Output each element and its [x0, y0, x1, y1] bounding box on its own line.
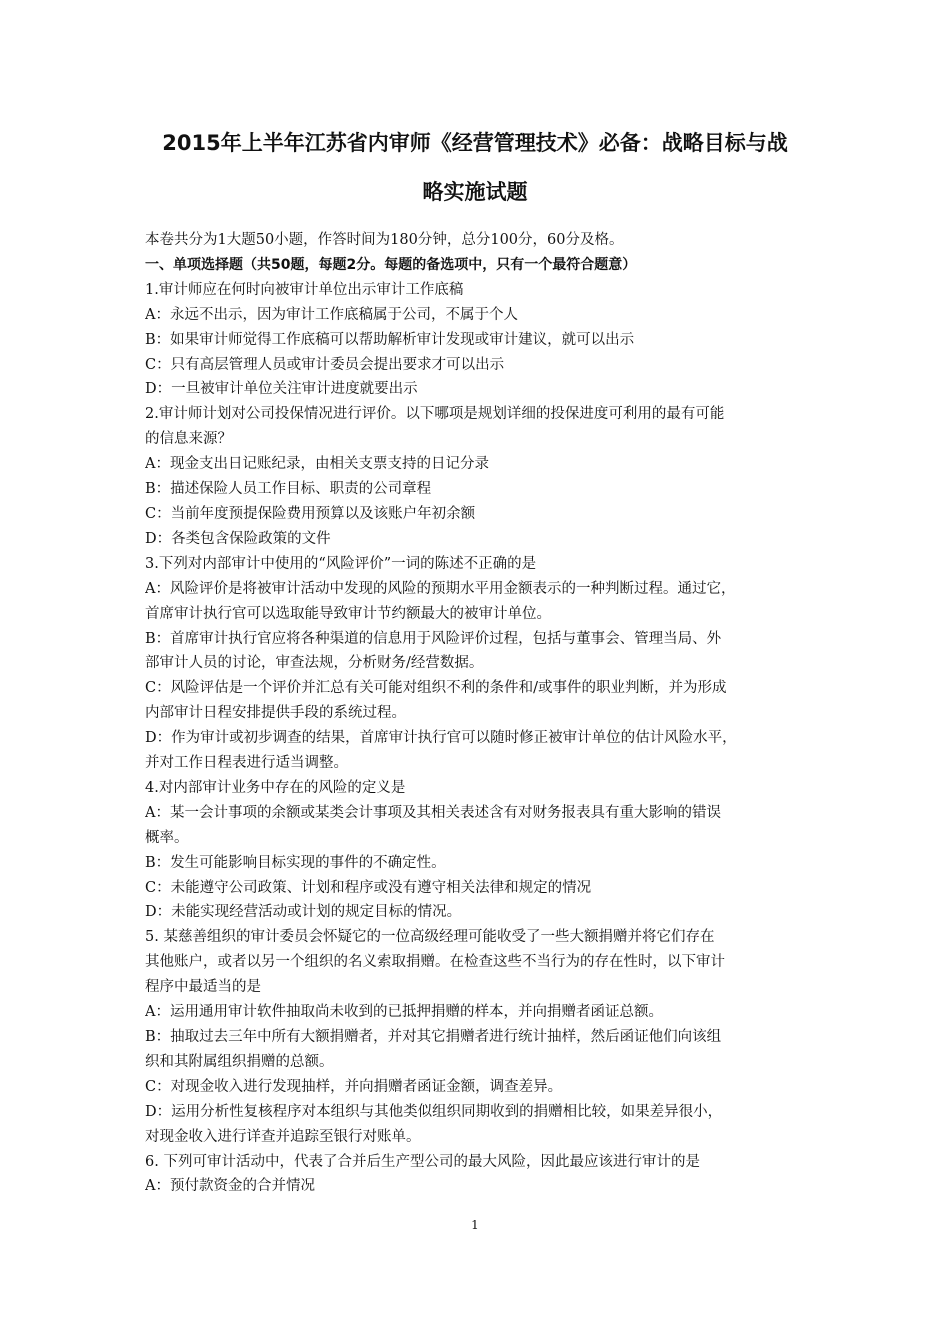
text-line: 1.审计师应在何时向被审计单位出示审计工作底稿 [145, 281, 464, 298]
text-line: 并对工作日程表进行适当调整。 [145, 755, 348, 772]
text-line: C：未能遵守公司政策、计划和程序或没有遵守相关法律和规定的情况 [145, 879, 592, 896]
text-line: D：各类包含保险政策的文件 [145, 530, 331, 547]
text-line: C：风险评估是一个评价并汇总有关可能对组织不利的条件和/或事件的职业判断，并为形成 [145, 680, 727, 697]
text-line: B：描述保险人员工作目标、职责的公司章程 [145, 481, 432, 498]
text-line: 2.审计师计划对公司投保情况进行评价。以下哪项是规划详细的投保进度可利用的最有可能 [145, 406, 725, 423]
text-line: C：对现金收入进行发现抽样，并向捐赠者函证金额，调查差异。 [145, 1078, 563, 1095]
document-title-line-2: 略实施试题 [422, 180, 528, 204]
text-line: C：只有高层管理人员或审计委员会提出要求才可以出示 [145, 356, 505, 373]
text-line: 的信息来源？ [145, 431, 232, 448]
text-line: B：首席审计执行官应将各种渠道的信息用于风险评价过程，包括与董事会、管理当局、外 [145, 630, 722, 647]
text-line: B：如果审计师觉得工作底稿可以帮助解析审计发现或审计建议，就可以出示 [145, 331, 635, 348]
text-line: 3.下列对内部审计中使用的“风险评价”一词的陈述不正确的是 [145, 555, 537, 572]
text-line: D：未能实现经营活动或计划的规定目标的情况。 [145, 904, 462, 921]
text-line: A：预付款资金的合并情况 [145, 1178, 315, 1195]
text-line: 部审计人员的讨论，审查法规，分析财务/经营数据。 [145, 655, 484, 672]
text-line: 5. 某慈善组织的审计委员会怀疑它的一位高级经理可能收受了一些大额捐赠并将它们存在 [145, 929, 715, 946]
text-line: 首席审计执行官可以选取能导致审计节约额最大的被审计单位。 [145, 605, 551, 622]
text-line: 对现金收入进行详查并追踪至银行对账单。 [145, 1128, 421, 1145]
text-line: D：一旦被审计单位关注审计进度就要出示 [145, 381, 418, 398]
text-line: A：风险评价是将被审计活动中发现的风险的预期水平用金额表示的一种判断过程。通过它， [145, 580, 736, 597]
document-title-line-1: 2015年上半年江苏省内审师《经营管理技术》必备：战略目标与战 [162, 131, 788, 155]
text-line: 织和其附属组织捐赠的总额。 [145, 1053, 334, 1070]
document-body [145, 228, 815, 1199]
text-line: A：运用通用审计软件抽取尚未收到的已抵押捐赠的样本，并向捐赠者函证总额。 [145, 1004, 663, 1021]
exam-intro: 本卷共分为1大题50小题，作答时间为180分钟，总分100分，60分及格。 [145, 232, 624, 248]
text-line: D：作为审计或初步调查的结果，首席审计执行官可以随时修正被审计单位的估计风险水平， [145, 730, 737, 747]
page-number: 1 [471, 1218, 479, 1232]
text-line: 其他账户，或者以另一个组织的名义索取捐赠。在检查这些不当行为的存在性时，以下审计 [145, 954, 725, 971]
text-line: 4.对内部审计业务中存在的风险的定义是 [145, 779, 406, 796]
question-list [145, 278, 815, 1200]
text-line: D：运用分析性复核程序对本组织与其他类似组织同期收到的捐赠相比较，如果差异很小， [145, 1103, 723, 1120]
section-heading: 一、单项选择题（共50题，每题2分。每题的备选项中，只有一个最符合题意） [145, 256, 637, 273]
text-line: 内部审计日程安排提供手段的系统过程。 [145, 705, 406, 722]
text-line: B：抽取过去三年中所有大额捐赠者，并对其它捐赠者进行统计抽样，然后函证他们向该组 [145, 1029, 722, 1045]
text-line: A：现金支出日记账纪录，由相关支票支持的日记分录 [145, 456, 489, 473]
text-line: A：某一会计事项的余额或某类会计事项及其相关表述含有对财务报表具有重大影响的错误 [145, 804, 721, 821]
text-line: 6. 下列可审计活动中，代表了合并后生产型公司的最大风险，因此最应该进行审计的是 [145, 1153, 700, 1170]
text-line: A：永远不出示，因为审计工作底稿属于公司，不属于个人 [145, 306, 518, 323]
text-line: B：发生可能影响目标实现的事件的不确定性。 [145, 854, 446, 871]
text-line: 程序中最适当的是 [145, 979, 261, 996]
text-line: 概率。 [145, 829, 189, 846]
text-line: C：当前年度预提保险费用预算以及该账户年初余额 [145, 505, 476, 522]
